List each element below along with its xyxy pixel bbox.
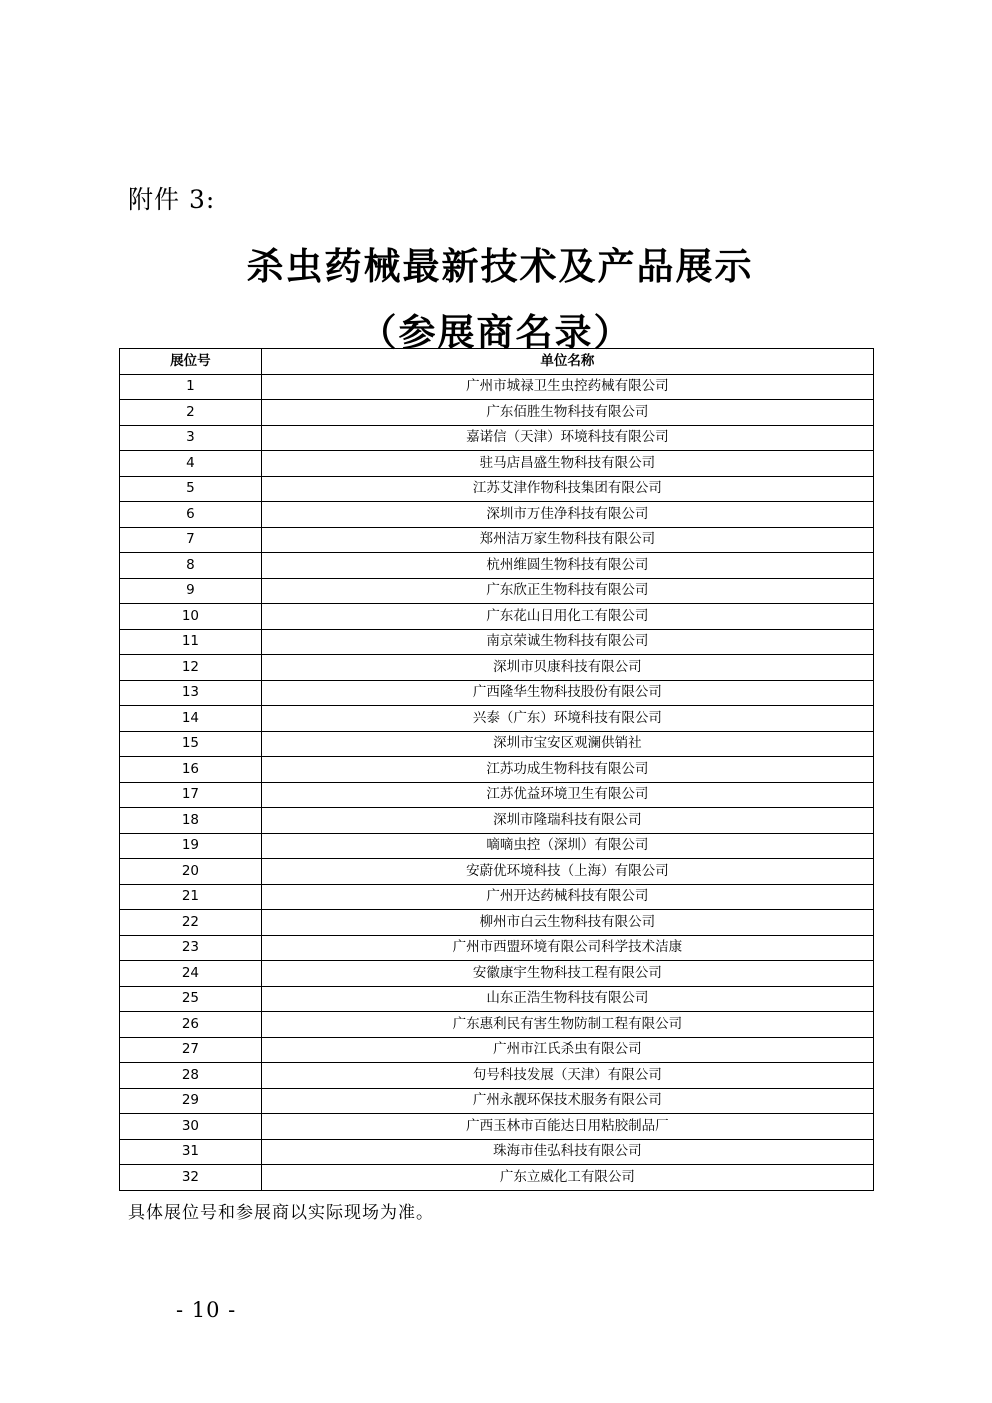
table-row [120,935,874,961]
table-row [120,1088,874,1114]
company-name-cell: 杭州维圆生物科技有限公司 [261,553,873,579]
header-company-name: 单位名称 [261,349,873,375]
company-name-cell: 广东花山日用化工有限公司 [261,604,873,630]
booth-number-cell: 13 [120,680,262,706]
booth-number-cell: 28 [120,1063,262,1089]
booth-number-cell: 30 [120,1114,262,1140]
booth-number-cell: 25 [120,986,262,1012]
table-row [120,1114,874,1140]
company-name-cell: 广州市江氏杀虫有限公司 [261,1037,873,1063]
booth-number-cell: 17 [120,782,262,808]
company-name-cell: 驻马店昌盛生物科技有限公司 [261,451,873,477]
booth-number-cell: 32 [120,1165,262,1191]
table-row [120,629,874,655]
booth-number-cell: 7 [120,527,262,553]
document-title: 杀虫药械最新技术及产品展示 [246,244,754,288]
table-row [120,986,874,1012]
booth-number-cell: 1 [120,374,262,400]
table-header-row [120,349,874,375]
booth-number-cell: 4 [120,451,262,477]
booth-number-cell: 3 [120,425,262,451]
page-number: - 10 - [176,1298,237,1322]
table-row [120,374,874,400]
table-row [120,757,874,783]
table-row [120,833,874,859]
company-name-cell: 南京荣诚生物科技有限公司 [261,629,873,655]
table-row [120,808,874,834]
company-name-cell: 山东正浩生物科技有限公司 [261,986,873,1012]
table-body [120,374,874,1190]
company-name-cell: 深圳市隆瑞科技有限公司 [261,808,873,834]
attachment-label: 附件 3: [128,185,216,214]
booth-number-cell: 5 [120,476,262,502]
company-name-cell: 广东立威化工有限公司 [261,1165,873,1191]
booth-number-cell: 27 [120,1037,262,1063]
booth-number-cell: 9 [120,578,262,604]
company-name-cell: 江苏功成生物科技有限公司 [261,757,873,783]
company-name-cell: 广东欣正生物科技有限公司 [261,578,873,604]
company-name-cell: 深圳市贝康科技有限公司 [261,655,873,681]
table-row [120,451,874,477]
booth-number-cell: 18 [120,808,262,834]
table-row [120,1037,874,1063]
table-row [120,425,874,451]
company-name-cell: 柳州市白云生物科技有限公司 [261,910,873,936]
company-name-cell: 嘀嘀虫控（深圳）有限公司 [261,833,873,859]
document-subtitle: （参展商名录） [359,310,633,354]
table-row [120,502,874,528]
table-row [120,910,874,936]
company-name-cell: 嘉诺信（天津）环境科技有限公司 [261,425,873,451]
table-row [120,1165,874,1191]
booth-number-cell: 20 [120,859,262,885]
booth-number-cell: 31 [120,1139,262,1165]
header-booth-no: 展位号 [120,349,262,375]
company-name-cell: 句号科技发展（天津）有限公司 [261,1063,873,1089]
exhibitor-table [119,348,874,1191]
table-row [120,782,874,808]
company-name-cell: 珠海市佳弘科技有限公司 [261,1139,873,1165]
booth-number-cell: 23 [120,935,262,961]
booth-number-cell: 19 [120,833,262,859]
company-name-cell: 广东惠利民有害生物防制工程有限公司 [261,1012,873,1038]
booth-number-cell: 22 [120,910,262,936]
company-name-cell: 深圳市宝安区观澜供销社 [261,731,873,757]
booth-number-cell: 26 [120,1012,262,1038]
table-row [120,400,874,426]
booth-number-cell: 24 [120,961,262,987]
booth-number-cell: 29 [120,1088,262,1114]
table-row [120,731,874,757]
table-row [120,527,874,553]
company-name-cell: 安蔚优环境科技（上海）有限公司 [261,859,873,885]
booth-number-cell: 6 [120,502,262,528]
company-name-cell: 广东佰胜生物科技有限公司 [261,400,873,426]
table-row [120,476,874,502]
company-name-cell: 广州市西盟环境有限公司科学技术洁康 [261,935,873,961]
company-name-cell: 兴泰（广东）环境科技有限公司 [261,706,873,732]
company-name-cell: 江苏艾津作物科技集团有限公司 [261,476,873,502]
booth-number-cell: 12 [120,655,262,681]
booth-number-cell: 21 [120,884,262,910]
booth-number-cell: 2 [120,400,262,426]
company-name-cell: 郑州洁万家生物科技有限公司 [261,527,873,553]
table-row [120,1063,874,1089]
footnote: 具体展位号和参展商以实际现场为准。 [128,1203,434,1223]
table-row [120,553,874,579]
table-row [120,680,874,706]
booth-number-cell: 16 [120,757,262,783]
company-name-cell: 广西隆华生物科技股份有限公司 [261,680,873,706]
company-name-cell: 广西玉林市百能达日用粘胶制品厂 [261,1114,873,1140]
booth-number-cell: 10 [120,604,262,630]
table-row [120,604,874,630]
table-row [120,1012,874,1038]
booth-number-cell: 8 [120,553,262,579]
company-name-cell: 安徽康宇生物科技工程有限公司 [261,961,873,987]
company-name-cell: 广州市城禄卫生虫控药械有限公司 [261,374,873,400]
table-row [120,655,874,681]
table-row [120,961,874,987]
booth-number-cell: 11 [120,629,262,655]
table-row [120,1139,874,1165]
company-name-cell: 广州永靓环保技术服务有限公司 [261,1088,873,1114]
table-row [120,884,874,910]
booth-number-cell: 15 [120,731,262,757]
company-name-cell: 江苏优益环境卫生有限公司 [261,782,873,808]
company-name-cell: 深圳市万佳净科技有限公司 [261,502,873,528]
table-row [120,859,874,885]
table-row [120,578,874,604]
table-row [120,706,874,732]
company-name-cell: 广州开达药械科技有限公司 [261,884,873,910]
booth-number-cell: 14 [120,706,262,732]
